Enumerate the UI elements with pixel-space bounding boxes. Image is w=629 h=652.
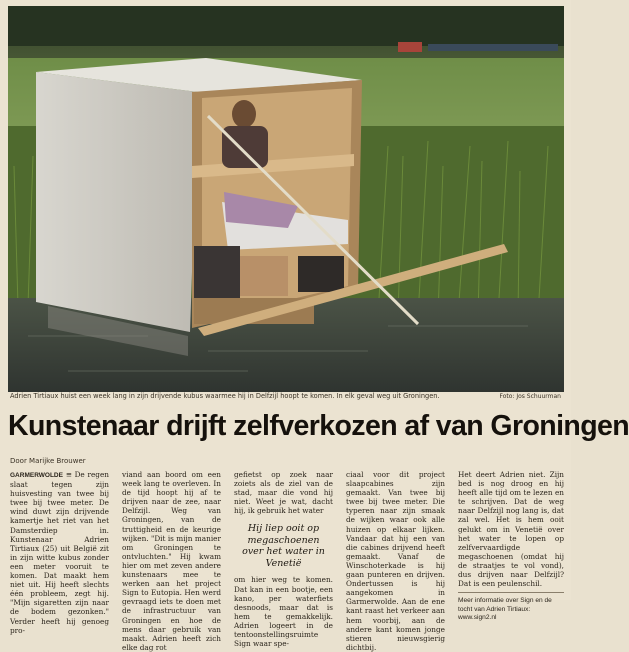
article-body [10,470,564,652]
paragraph: gefietst op zoek naar zoiets als de ziel van de stad, maar die vond hij niet. Weet je wat, dacht hij, ik gebruik het water [234,470,333,516]
article-headline: Kunstenaar drijft zelfverkozen af van Groningen [8,410,629,442]
article-byline: Door Marijke Brouwer [10,457,86,465]
info-box: Meer informatie over Sign en de tocht van Adrien Tirtiaux: www.sign2.nl [458,592,564,622]
column-2 [122,470,221,652]
dateline: GARMERWOLDE [10,472,63,479]
paragraph: ≡ De regen slaat tegen zijn huisvesting van twee bij twee bij twee meter. De wind duwt zijn drijvende kamertje het riet van het Damsterdiep in. Kunstenaar Adrien Tirtiaux (25) uit België zit in zijn witte kubus zonder een meter vooruit te komen. Dat maakt hem niet uit. Hij heeft slechts één probleem, zegt hij. "Mijn sigaretten zijn naar de bodem gezonken." Verder heeft hij genoeg pro- [10,470,109,635]
photo-credit: Foto: Jos Schuurman [499,393,561,400]
paragraph: viand aan boord om een week lang te overleven. In de tijd hoopt hij af te drijven naar de zee, naar Delfzijl. Weg van Groningen, van de truttigheid en de keurige wijken. "Dit is mijn manier om Groningen te ontvluchten." Hij kwam hier om met zeven andere kunstenaars mee te werken aan het project Sign to Eutopia. Hen werd gevraagd iets te doen met de infrastructuur van Groningen en hoe de mens daar gebruik van maakt. Adrien heeft zich elke dag rot [122,470,221,652]
article-photo [8,6,564,392]
photo-caption: Adrien Tirtiaux huist een week lang in zijn drijvende kubus waarmee hij in Delfzijl hoopt te komen. In elk geval weg uit Groningen. [10,392,440,400]
paragraph: ciaal voor dit project slaapcabines zijn gemaakt. Van twee bij twee bij twee meter. Die typeren naar zijn smaak de wijken waar ook alle huizen op elkaar lijken. Vandaar dat hij een van die cabines drijvend heeft gemaakt. Vanaf de Winschoterkade is hij gaan punteren en drijven. Ondertussen is hij aangekomen in Garmerwolde. Aan de ene kant raast het verkeer aan hem voorbij, aan de andere kant komen jonge stieren nieuwsgierig dichtbij. [346,470,445,652]
column-3 [234,470,333,649]
column-1 [10,470,109,635]
paragraph: Het deert Adrien niet. Zijn bed is nog droog en hij heeft alle tijd om te lezen en te schrijven. Dat de weg naar Delfzijl nog lang is, dat zal wel. Het is hem ooit gelukt om in Venetië over het water te lopen op zelfvervaardigde megaschoenen (omdat hij de straatjes te vol vond), dus drijven naar Delfzijl? Dat is een peulenschil. [458,470,564,589]
column-text [10,470,109,635]
pull-quote: Hij liep ooit op megaschoenen over het water in Venetië [242,523,325,569]
column-4 [346,470,445,652]
column-5 [458,470,564,622]
paragraph: om hier weg te komen. Dat kan in een bootje, een kano, per waterfiets desnoods, maar dat is hem te gemakkelijk. Adrien logeert in de tentoonstellingsruimte Sign waar spe- [234,575,333,649]
photo-illustration [8,6,564,392]
